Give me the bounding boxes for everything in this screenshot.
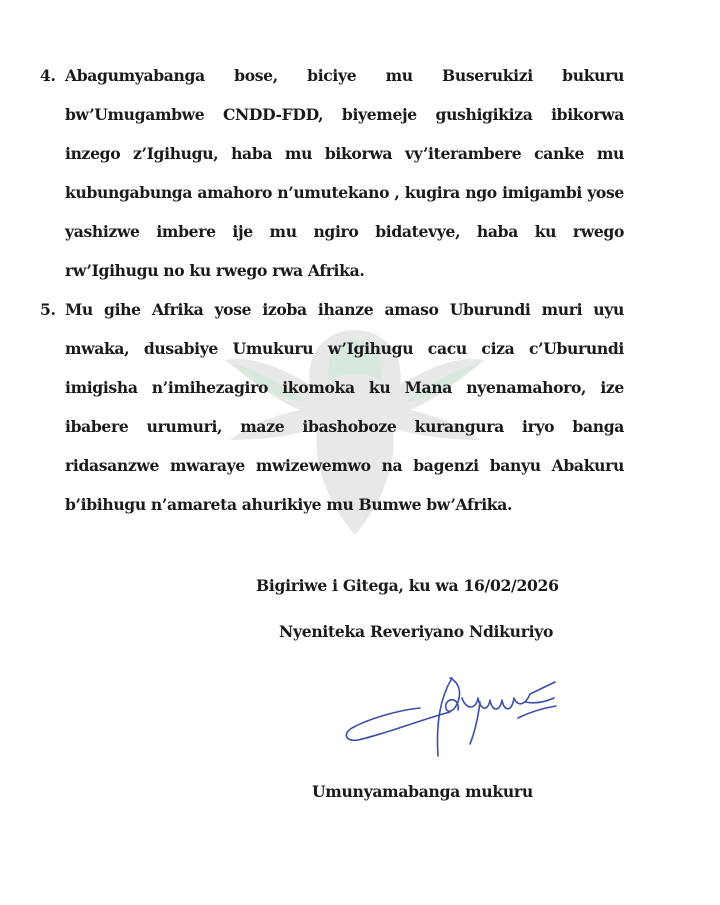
item-number: 4. [40, 66, 56, 85]
signer-name: Nyeniteka Reveriyano Ndikuriyo [279, 622, 554, 641]
item-text: Abagumyabanga bose, biciye mu Buserukizi bukuru bw’Umugambwe CNDD-FDD, biyemeje gushigikiza ibikorwa inzego z’Igihugu, haba mu bikorwa vy’iterambere canke mu kubungabunga amahoro n’umutekano , kugira ngo imigambi yose yashizwe imbere ije mu ngiro bidatevye, haba ku rwego rw’Igihugu no ku rwego rwa Afrika. [65, 66, 624, 280]
handwritten-signature [340, 668, 560, 758]
place-and-date: Bigiriwe i Gitega, ku wa 16/02/2026 [256, 576, 559, 595]
item-number: 5. [40, 300, 56, 319]
resolution-list [40, 56, 624, 524]
signer-title: Umunyamabanga mukuru [312, 782, 533, 801]
list-item [40, 56, 624, 290]
item-text: Mu gihe Afrika yose izoba ihanze amaso Uburundi muri uyu mwaka, dusabiye Umukuru w’Igihugu cacu ciza c’Uburundi imigisha n’imihezagiro ikomoka ku Mana nyenamahoro, ize ibabere urumuri, maze ibashoboze kurangura iryo banga ridasanzwe mwaraye mwizewemwo na bagenzi banyu Abakuru b’ibihugu n’amareta ahurikiye mu Bumwe bw’Afrika. [65, 300, 624, 514]
list-item [40, 290, 624, 524]
